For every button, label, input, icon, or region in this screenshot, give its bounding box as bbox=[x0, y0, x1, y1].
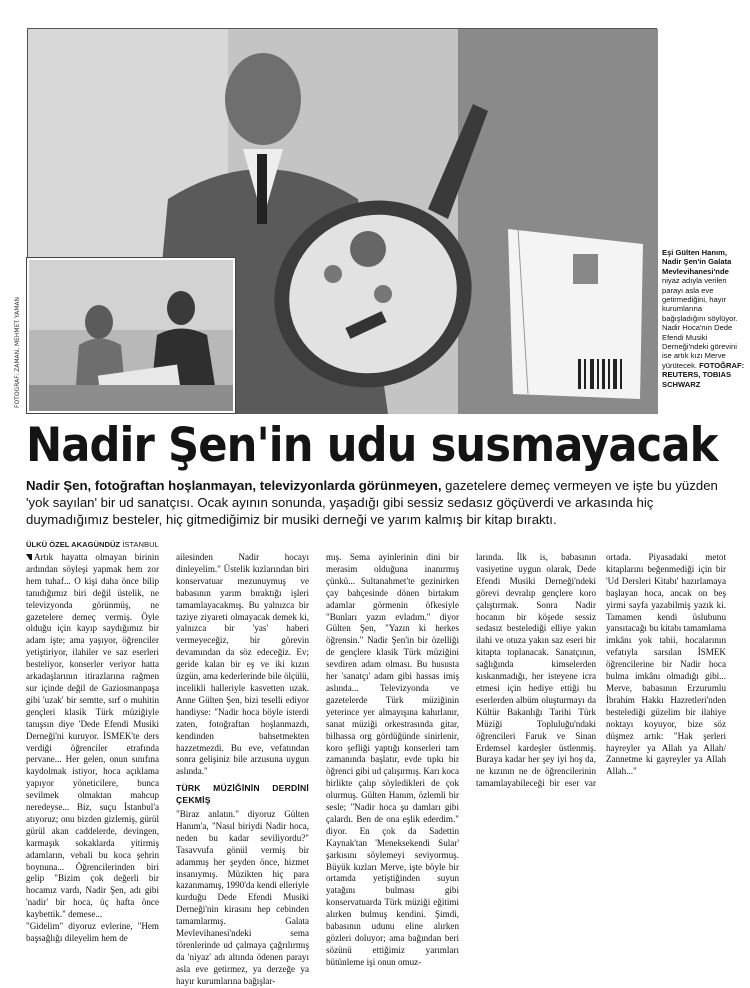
lead-rest: gazetelere demeç vermeyen ve işte bu yüzden 'yok sayılan' bir ud sanatçısı. Ocak ayının sonunda, yaşadığı gibi sessiz sedasız göçüverdi ve arkasında hiç duymadığımız besteler, hiç gitmediğimiz bir musiki derneği ve yarım kalmış bir kitap bıraktı. bbox=[26, 478, 718, 527]
column-1-text-end: "Gidelim" diyoruz evlerine, "Hem başsağlığı dileyelim hem de bbox=[26, 921, 159, 943]
lead-bold: Nadir Şen, fotoğraftan hoşlanmayan, televizyonlarda görünmeyen, bbox=[26, 478, 442, 493]
section-subhead: TÜRK MÜZİĞİNİN DERDİNİ ÇEKMİŞ bbox=[176, 783, 309, 806]
inset-photo bbox=[27, 258, 235, 413]
article-column-4 bbox=[476, 552, 726, 790]
byline-place: İSTANBUL bbox=[122, 540, 159, 549]
article-column-3 bbox=[326, 552, 459, 969]
article-column-1 bbox=[26, 552, 159, 945]
photo-caption bbox=[662, 248, 746, 389]
photo-credit: FOTOĞRAF: ZAMAN, MEHMET YAMAN bbox=[14, 296, 21, 408]
headline: Nadir Şen'in udu susmayacak bbox=[26, 418, 718, 473]
caption-credit: FOTOĞRAF: REUTERS, TOBIAS SCHWARZ bbox=[662, 360, 745, 389]
caption-lead: Eşi Gülten Hanım, Nadir Şen'in Galata Mevlevihanesi'nde bbox=[662, 248, 732, 276]
article-column-2 bbox=[176, 552, 309, 988]
column-1-text: Artık hayatta olmayan birinin ardından söyleşi yapmak hem zor hem tuhaf... O kişi daha önce bilip tanıdığımız biri değil üstelik, ne televizyonda görünmüş, ne gazetelere demeç vermiş. Öyle olduğu için kayıp saydığımız bir adam işte; ama yaşıyor, öğrenciler yetiştiriyor, ilahiler ve saz eserleri besteliyor, konserler veriyor hatta arkadaşlarının itirazlarına rağmen sur içinde değil de Gaziosmanpaşa gibi 'uzak' bir semtte, sırf o muhitin gençleri klasik Türk müziğiyle tanışsın diye 'Dede Efendi Musiki Derneği'ni kuruyor. İSMEK'te ders verdiği öğrenciler etrafında pervane... Her gelen, onun sınıfına kaydolmak istiyor, hoca açıklama yapıyor yöneticilere, bunca sevilmek olmaktan mahcup neredeyse... Biz, suçu İstanbul'a atıyoruz; onu bizden gizlemiş, gürül gürül akan caddelerde, devingen, karmaşık sokaklarda yitirmiş adamların, vebali bu koca şehrin boynuna... Öğrencilerinden biri gelip "Bizim çok değerli bir hocamız vardı, Nadir Şen, adı gibi 'nadir' bir hoca, üç hafta önce kaybettik." demese... bbox=[26, 552, 159, 920]
author-name: ÜLKÜ ÖZEL AKAGÜNDÜZ bbox=[26, 540, 121, 549]
caption-body: niyaz adıyla verilen parayı asla eve getirmediğini, hayır kurumlarına bağışladığını söylüyor. Nadir Hoca'nın Dede Efendi Musiki Derneği'ndeki görevini ise artık kızı Merve yürütecek. bbox=[662, 276, 738, 370]
column-4-text: larında. İlk is, babasının vasiyetine uygun olarak, Dede Efendi Musiki Derneği'ndeki görevi devralıp gençlere koro çalıştırmak. Sonra Nadir hocanın bir köşede sessiz sedasız bestelediği elliye yakın ilahi ve otuza yakın saz eseri bir kitapta toplanacak. Sanatçının, sağlığında kimselerden kıskanmadığı, her isteyene icra etmesi için hediye ettiği bu eserlerden albüm oluşturmayı da Kültür Bakanlığı Tarihi Türk Müziği Topluluğu'ndaki öğrencileri Faruk ve Sinan Erdemsel kardeşler üstlenmiş. Buraya kadar her şey iyi hoş da, ne kızının ne de öğrencilerinin tamamlayabileceği bir eser var ortada. Piyasadaki metot kitaplarını beğenmediği için bir 'Ud Dersleri Kitabı' hazırlamaya başlayan hoca, ancak on beş yirmi sayfa yazabilmiş yazık ki. Tamamen kendi üslubunu yansıtacağı bu kitabı tamamlama imkânı yok tabii, hocalarının vefatıyla sarsılan İSMEK öğrencilerine bir Nadir hoca bulma imkânı olmadığı gibi... Merve, babasının Erzurumlu İbrahim Hakkı Hazretleri'nden bestelediği güzelim bir ilahiye noktayı koyuyor, bize söz düşmez artık: "Hak şerleri hayreyler ya Allah ya Allah/ Zannetme ki gayreyler ya Allah Allah..." bbox=[476, 552, 726, 789]
lead-paragraph bbox=[26, 477, 726, 528]
byline bbox=[26, 540, 186, 549]
drop-marker bbox=[26, 554, 32, 560]
column-2-text: ailesinden Nadir hocayı dinleyelim." Üstelik kızlarından biri konservatuar mezunuymuş ve babasının yarım bıraktığı işleri tamamlayacakmış. Bu yalnızca bir taziye ziyareti olmayacak demek ki, yalnızca bir 'yas' haberi vermeyeceğiz, bir görevin devamından da söz edeceğiz. Ev; geride kalan bir eş ve iki kızın üzgün, ama kederlerinde bile ölçülü, incelikli halleriyle kasvetten uzak. Anne Gülten Şen, bizi teselli ediyor handiyse: "Nadir hoca böyle isterdi zaten, fotoğraftan hoşlanmazdı, kendinden bahsetmekten hazzetmezdi. Bu eve, vefatından sonra gelişiniz bile arzusuna uygun aslında." bbox=[176, 552, 309, 777]
column-3-text: mış. Sema ayinlerinin dini bir merasim olduğuna inanırmış çünkü... Sultanahmet'te gezinirken çay bahçesinde dönen birtakım adamlar görmenin öfkesiyle "Bunları yazın evladım." diyor Gülten Şen, "Yazın ki herkes öğrensin." Nadir Şen'in bir özelliği de gençlere klasik Türk müziğini sevdiren adam olması. Bu hususta her 'sanatçı' adam gibi hassas imiş aslında... Televizyonda ve gazetelerde Türk müziğinin yeterince yer almayışına kahırlanır, sanat müziği orkestrasında gitar, bilhassa org gördüğünde sinirlenir, koro şefliği yaptığı konserleri tam zamanında başlatır, evde tıpkı bir öğrenci gibi ud çalışırmış. Karı koca birlikte çalıp söyledikleri de çok olurmuş. Gülten Hanım, özlemli bir sesle; "Nadir hoca şu damları gibi çalardı. Ben de ona eşlik ederdim." diyor. En çok da Sadettin Kaynak'tan 'Meneksekendi Sular' şarkısını söylemeyi seviyormuş. Büyük kızları Merve, işte böyle bir ortamda yetiştiğinden suyun yatağını bulması gibi konservatuarda Türk müziği eğitimi alırken bulmuş kendini. Şimdi, babasının udunu eline alırken gözleri doluyor; ama bağından beri sözünü ettiğimiz yarımları bütünleme işi onun omuz- bbox=[326, 552, 459, 967]
family-photo bbox=[29, 260, 233, 411]
column-2-text-end: "Biraz anlatın." diyoruz Gülten Hanım'a, "Nasıl biriydi Nadir hoca, neden bu kadar seviliyordu?" Tasavvufa gönül vermiş bir adammış her şeyden önce, hizmet insanıymış. Müzikten hiç para kazanmamış, 1990'da kendi elleriyle kurduğu Dede Efendi Musiki Derneği'nin kirasını hep cebinden tamamlarmış. Galata Mevlevihanesi'ndeki sema törenlerinde ud çalmaya çağrılırmış da 'niyaz' adı altında ödenen parayı asla eve getirmez, ya derzeğe ya hayır kurumlarına bağışlar- bbox=[176, 809, 309, 986]
